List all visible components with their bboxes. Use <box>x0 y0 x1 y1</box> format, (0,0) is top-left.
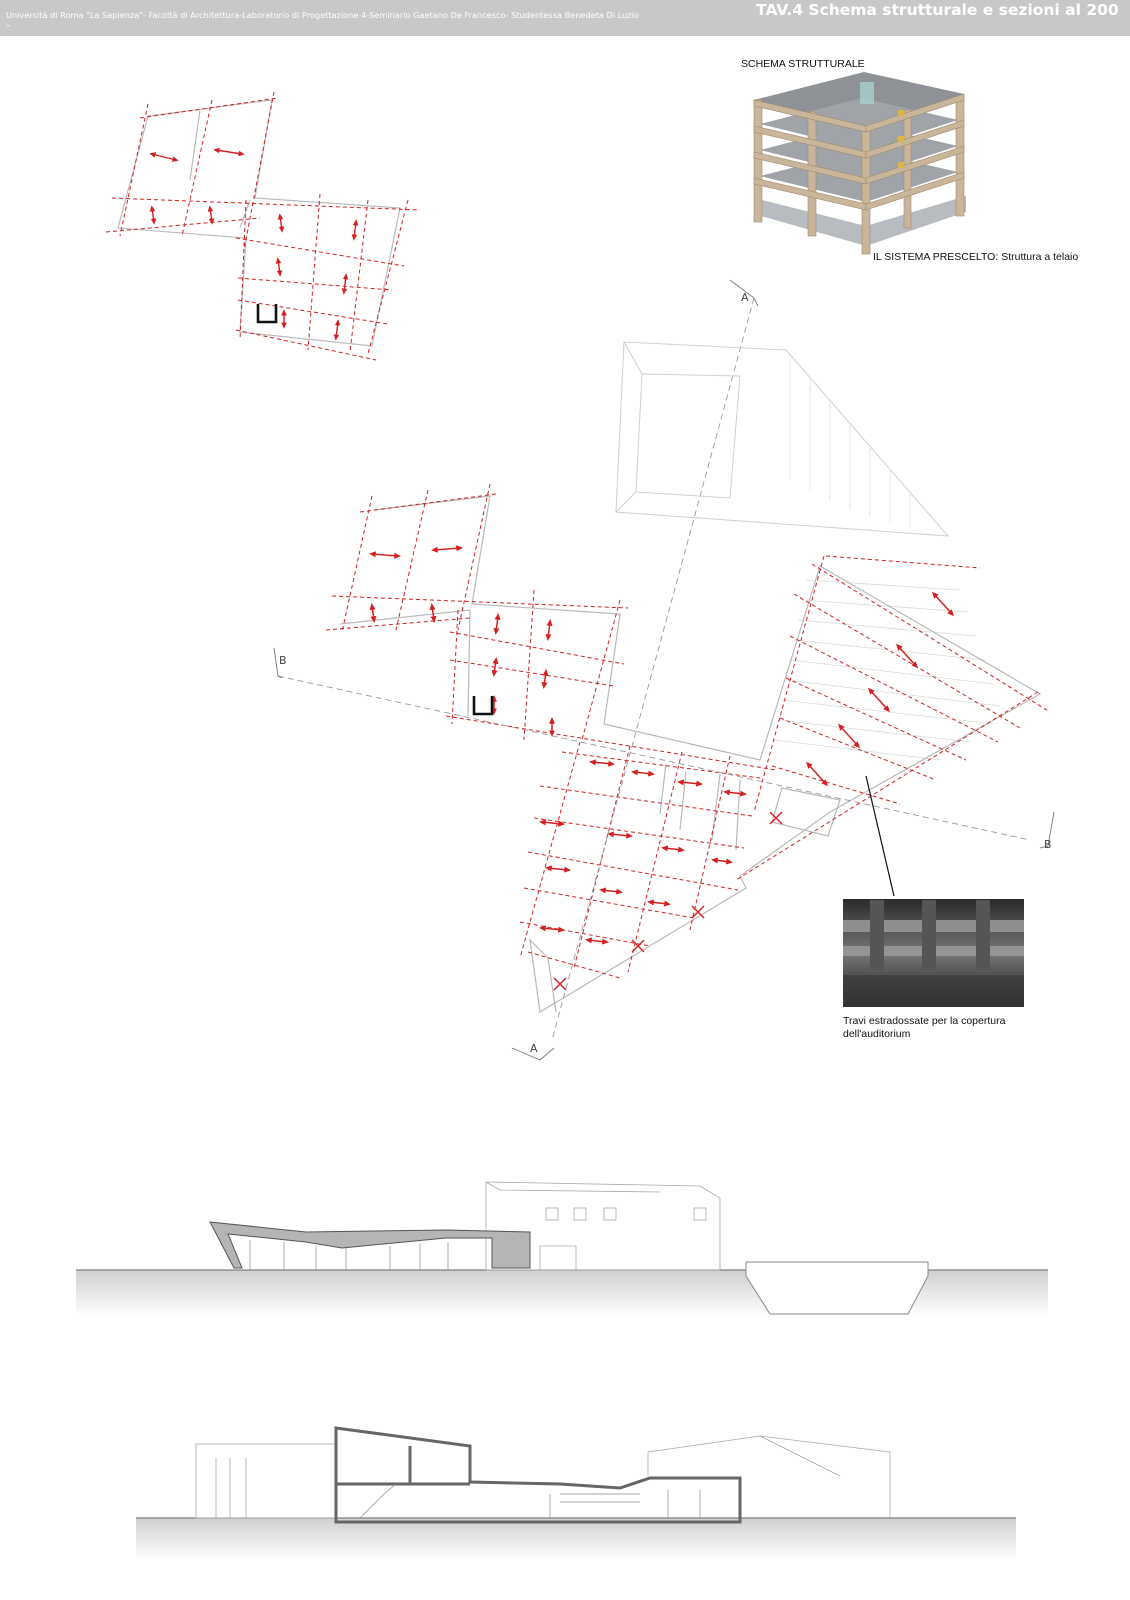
structural-system-value: Struttura a telaio <box>1001 251 1079 263</box>
auditorium-beam-photo <box>843 899 1024 1007</box>
small-plan-grid <box>106 92 420 360</box>
upper-volume-ghost <box>616 342 948 536</box>
axis-a-top: A <box>741 291 749 304</box>
small-structural-plan <box>106 92 420 360</box>
main-plan-span-arrows <box>372 548 952 942</box>
structural-scheme-heading: SCHEMA STRUTTURALE <box>741 58 865 70</box>
photo-caption-line1: Travi estradossate per la copertura <box>843 1015 1006 1027</box>
axis-a-bottom: A <box>530 1042 538 1055</box>
header-dash: – <box>6 21 11 30</box>
main-plan-stair-core <box>474 696 492 714</box>
small-plan-stair-core <box>258 304 276 322</box>
photo-caption-line2: dell'auditorium <box>843 1028 911 1040</box>
sheet-title: TAV.4 Schema strutturale e sezioni al 200 <box>756 1 1119 19</box>
section-aa <box>76 1182 1048 1316</box>
small-plan-span-arrows <box>152 150 356 338</box>
axis-b-left: B <box>279 654 287 667</box>
structural-frame-3d <box>754 72 966 254</box>
two-way-slab-marks <box>554 812 782 990</box>
structural-system-bold: IL SISTEMA PRESCELTO: <box>873 251 999 263</box>
axis-b-right: B <box>1044 838 1052 851</box>
header-subtitle: Università di Roma "La Sapienza"- Facoltà di Architettura-Laboratorio di Progettazione 4-Seminario Gaetano De Francesco- Studentessa Benedeta Di Luzio <box>6 10 639 20</box>
section-bb <box>136 1428 1016 1560</box>
photo-leader-line <box>866 776 894 896</box>
